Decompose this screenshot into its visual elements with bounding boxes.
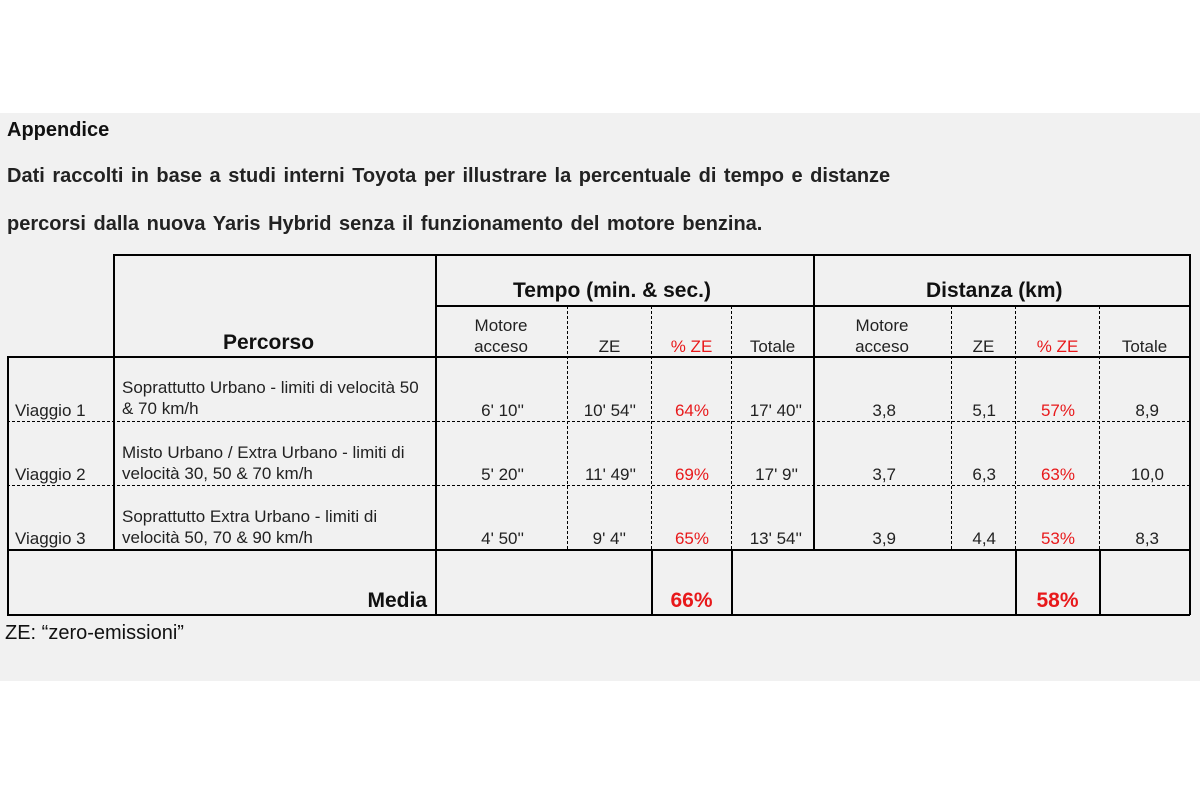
trip-label: Viaggio 1 <box>15 401 86 420</box>
trip-description: Misto Urbano / Extra Urbano - limiti di velocità 30, 50 & 70 km/h <box>122 443 405 483</box>
subheader-dist-motore: Motore acceso <box>855 316 909 356</box>
dist-pct-ze: 57% <box>1040 401 1075 420</box>
media-sep-4 <box>1099 549 1101 615</box>
percorso-header: Percorso <box>223 331 315 354</box>
intro-text-line-1: Dati raccolti in base a studi interni Toyota per illustrare la percentuale di tempo e distanze <box>7 165 891 187</box>
table-line-media-top <box>7 549 1190 551</box>
subheader-dist-ze: ZE <box>972 337 995 356</box>
distance-group-header: Distanza (km) <box>926 279 1063 302</box>
time-ze: 11' 49'' <box>584 465 636 484</box>
table-border-bottom <box>7 614 1190 616</box>
subheader-time-totale: Totale <box>749 337 796 356</box>
dist-engine: 3,8 <box>872 401 896 420</box>
time-group-header: Tempo (min. & sec.) <box>513 279 711 302</box>
subheader-time-motore: Motore acceso <box>474 316 528 356</box>
time-total: 13' 54'' <box>749 529 802 548</box>
dist-total: 8,3 <box>1135 529 1159 548</box>
time-total: 17' 9'' <box>755 465 798 484</box>
dist-pct-ze: 63% <box>1040 465 1075 484</box>
trip-label: Viaggio 2 <box>15 465 86 484</box>
dist-pct-ze: 53% <box>1040 529 1075 548</box>
appendix-document <box>0 113 1200 681</box>
time-pct-ze: 69% <box>674 465 709 484</box>
time-engine: 5' 20'' <box>481 465 524 484</box>
trip-description: Soprattutto Extra Urbano - limiti di velocità 50, 70 & 90 km/h <box>122 507 378 547</box>
media-dist-pct: 58% <box>1036 589 1079 612</box>
time-total: 17' 40'' <box>749 401 802 420</box>
subheader-time-ze: ZE <box>598 337 621 356</box>
footnote: ZE: “zero-emissioni” <box>5 622 184 644</box>
dash-row-2 <box>7 485 1190 486</box>
media-sep-2 <box>731 549 733 615</box>
dist-ze: 6,3 <box>972 465 996 484</box>
dist-ze: 4,4 <box>972 529 996 548</box>
subheader-time-pct-ze: % ZE <box>670 337 713 356</box>
subheader-dist-totale: Totale <box>1121 337 1168 356</box>
dist-ze: 5,1 <box>972 401 996 420</box>
dist-engine: 3,7 <box>872 465 896 484</box>
time-ze: 9' 4'' <box>592 529 626 548</box>
dist-total: 8,9 <box>1135 401 1159 420</box>
appendix-heading: Appendice <box>7 119 110 141</box>
subheader-dist-pct-ze: % ZE <box>1036 337 1079 356</box>
time-pct-ze: 64% <box>674 401 709 420</box>
dist-total: 10,0 <box>1130 465 1164 484</box>
media-label: Media <box>367 589 427 612</box>
table-border-top <box>113 254 1190 256</box>
intro-text-line-2: percorsi dalla nuova Yaris Hybrid senza il funzionamento del motore benzina. <box>7 213 763 235</box>
time-ze: 10' 54'' <box>583 401 636 420</box>
media-time-pct: 66% <box>670 589 713 612</box>
dash-row-1 <box>7 421 1190 422</box>
dist-engine: 3,9 <box>872 529 896 548</box>
trip-label: Viaggio 3 <box>15 529 86 548</box>
table-line-col-time-start <box>435 254 437 615</box>
trip-description: Soprattutto Urbano - limiti di velocità 50 & 70 km/h <box>122 378 419 418</box>
table-border-right <box>1189 254 1191 615</box>
table-line-col-percorso <box>113 254 115 550</box>
time-engine: 4' 50'' <box>481 529 524 548</box>
time-engine: 6' 10'' <box>481 401 524 420</box>
time-pct-ze: 65% <box>674 529 709 548</box>
